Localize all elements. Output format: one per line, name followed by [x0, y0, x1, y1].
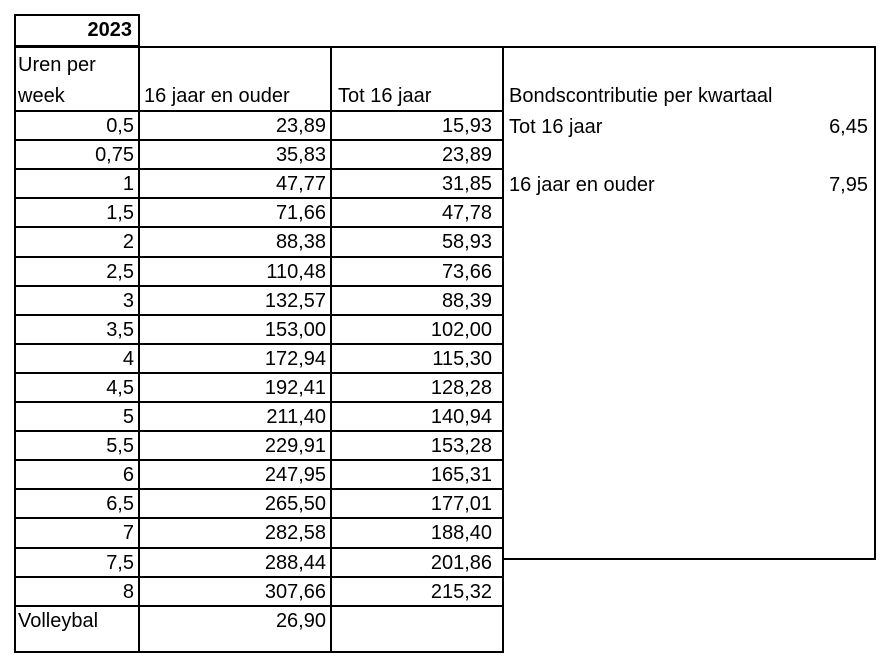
- hours-cell: 1: [122, 173, 134, 196]
- volleyball-label: Volleybal: [18, 609, 99, 632]
- row-divider: [14, 314, 504, 316]
- hours-cell: 7: [122, 522, 134, 545]
- row-divider: [14, 547, 504, 549]
- hours-cell: 3: [122, 289, 134, 312]
- row-divider: [14, 226, 504, 228]
- header-adult: 16 jaar en ouder: [144, 85, 290, 107]
- adult-fee-cell: 71,66: [275, 202, 326, 225]
- adult-fee-cell: 88,38: [275, 231, 326, 254]
- youth-fee-cell: 128,28: [430, 376, 492, 399]
- hours-cell: 6,5: [106, 493, 134, 516]
- youth-fee-cell: 115,30: [432, 347, 492, 370]
- hours-cell: 5,5: [106, 435, 134, 458]
- youth-fee-cell: 140,94: [430, 406, 492, 428]
- adult-fee-cell: 47,77: [275, 173, 326, 196]
- youth-fee-cell: 47,78: [441, 202, 492, 225]
- youth-fee-cell: 58,93: [441, 231, 492, 254]
- youth-fee-cell: 23,89: [441, 144, 492, 167]
- col-divider-1: [138, 46, 140, 653]
- adult-fee-cell: 172,94: [264, 347, 326, 370]
- adult-fee-cell: 211,40: [266, 406, 326, 428]
- row-divider: [14, 401, 504, 403]
- row-divider: [14, 256, 504, 258]
- adult-fee-cell: 35,83: [275, 144, 326, 167]
- adult-fee-cell: 26,90: [275, 609, 326, 632]
- youth-fee-cell: 165,31: [430, 464, 492, 487]
- adult-fee-cell: 192,41: [264, 376, 326, 399]
- youth-fee-cell: 201,86: [430, 551, 492, 574]
- row-divider: [14, 285, 504, 287]
- header-hours-line1: Uren per: [18, 54, 96, 76]
- adult-fee-cell: 132,57: [264, 289, 326, 312]
- row-divider: [14, 343, 504, 345]
- youth-fee-cell: 215,32: [430, 580, 492, 603]
- header-bond: Bondscontributie per kwartaal: [509, 85, 773, 107]
- youth-fee-cell: 188,40: [430, 522, 492, 545]
- year-label: 2023: [87, 19, 132, 41]
- adult-fee-cell: 282,58: [264, 522, 326, 545]
- row-divider: [14, 110, 504, 112]
- hours-cell: 1,5: [106, 202, 134, 225]
- adult-fee-cell: 307,66: [264, 580, 326, 603]
- youth-fee-cell: 102,00: [430, 318, 492, 341]
- row-divider: [14, 488, 504, 490]
- row-divider: [14, 430, 504, 432]
- adult-fee-cell: 247,95: [264, 464, 326, 487]
- hours-cell: 6: [122, 464, 134, 487]
- youth-fee-cell: 15,93: [441, 115, 492, 137]
- hours-cell: 0,5: [106, 115, 134, 137]
- row-divider: [14, 576, 504, 578]
- row-divider: [14, 197, 504, 199]
- youth-fee-cell: 31,85: [441, 173, 492, 196]
- adult-fee-cell: 153,00: [264, 318, 326, 341]
- youth-fee-cell: 73,66: [441, 260, 492, 283]
- bond-adult-label: 16 jaar en ouder: [509, 174, 655, 196]
- adult-fee-cell: 23,89: [275, 115, 326, 137]
- adult-fee-cell: 110,48: [266, 260, 326, 283]
- youth-fee-cell: 88,39: [441, 289, 492, 312]
- row-divider: [14, 605, 504, 607]
- youth-fee-cell: 153,28: [430, 435, 492, 458]
- bond-youth-value: 6,45: [829, 116, 868, 138]
- hours-cell: 5: [122, 406, 134, 428]
- hours-cell: 7,5: [106, 551, 134, 574]
- youth-fee-cell: 177,01: [430, 493, 492, 516]
- adult-fee-cell: 229,91: [264, 435, 326, 458]
- header-youth: Tot 16 jaar: [338, 85, 432, 107]
- bond-adult-value: 7,95: [829, 174, 868, 196]
- adult-fee-cell: 288,44: [264, 551, 326, 574]
- hours-cell: 2,5: [106, 260, 134, 283]
- hours-cell: 2: [122, 231, 134, 254]
- hours-cell: 4,5: [106, 376, 134, 399]
- hours-cell: 0,75: [95, 144, 134, 167]
- hours-cell: 4: [122, 347, 134, 370]
- header-hours-line2: week: [18, 85, 65, 107]
- col-divider-2: [330, 46, 332, 653]
- row-divider: [14, 168, 504, 170]
- adult-fee-cell: 265,50: [264, 493, 326, 516]
- row-divider: [14, 517, 504, 519]
- row-divider: [14, 372, 504, 374]
- bond-youth-label: Tot 16 jaar: [509, 116, 603, 138]
- hours-cell: 3,5: [106, 318, 134, 341]
- hours-cell: 8: [122, 580, 134, 603]
- row-divider: [14, 459, 504, 461]
- row-divider: [14, 139, 504, 141]
